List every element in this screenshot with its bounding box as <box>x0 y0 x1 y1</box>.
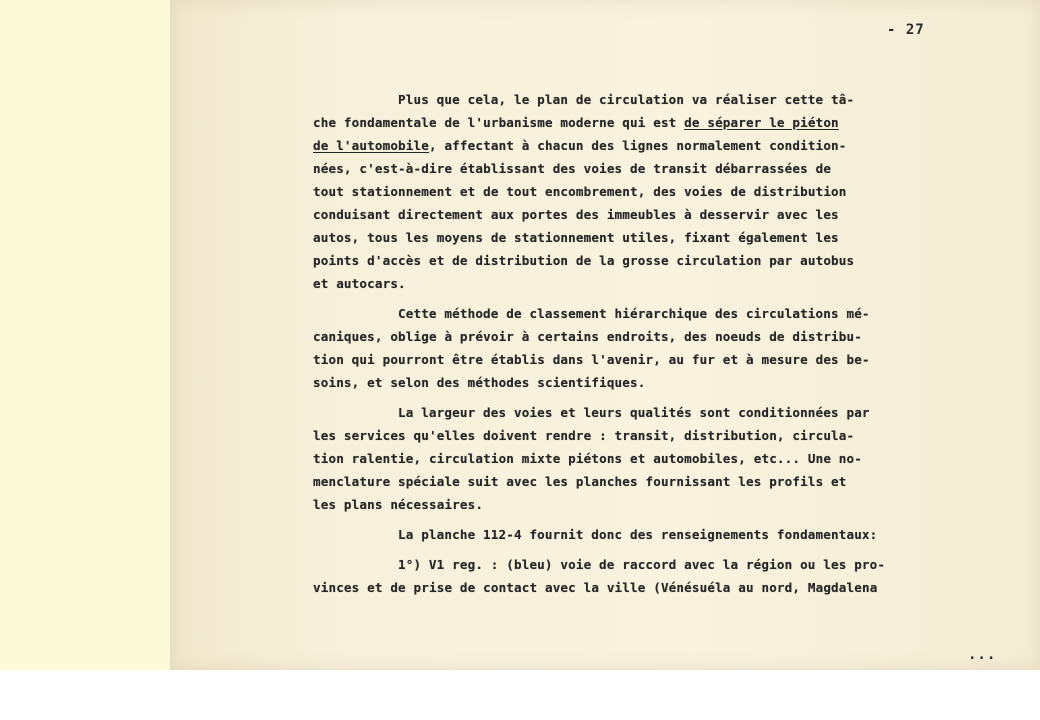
text-line <box>313 580 877 596</box>
text-segment: tout stationnement et de tout encombrement, des voies de distribution <box>313 184 847 199</box>
text-segment: points d'accès et de distribution de la grosse circulation par autobus <box>313 253 855 268</box>
text-segment: caniques, oblige à prévoir à certains endroits, des noeuds de distribu- <box>313 329 862 344</box>
text-line <box>313 428 854 444</box>
underlined-text: de séparer le piéton <box>684 115 839 130</box>
text-segment: vinces et de prise de contact avec la ville (Vénésuéla au nord, Magdalena <box>313 580 878 595</box>
text-segment: La planche 112-4 fournit donc des renseignements fondamentaux: <box>398 527 878 542</box>
text-line <box>398 527 877 543</box>
text-segment: che fondamentale de l'urbanisme moderne qui est <box>313 115 685 130</box>
text-line <box>398 306 870 322</box>
text-segment: et autocars. <box>313 276 406 291</box>
text-line <box>398 405 870 421</box>
text-line <box>313 161 831 177</box>
text-line <box>313 497 483 513</box>
text-line <box>398 557 885 573</box>
text-segment: 1°) V1 reg. : (bleu) voie de raccord avec la région ou les pro- <box>398 557 886 572</box>
text-segment: tion qui pourront être établis dans l'avenir, au fur et à mesure des be- <box>313 352 870 367</box>
text-line <box>313 375 645 391</box>
text-line <box>313 184 847 200</box>
text-segment: La largeur des voies et leurs qualités sont conditionnées par <box>398 405 870 420</box>
text-segment: conduisant directement aux portes des immeubles à desservir avec les <box>313 207 839 222</box>
text-line <box>313 138 847 154</box>
text-segment: Cette méthode de classement hiérarchique des circulations mé- <box>398 306 870 321</box>
continuation-mark: ... <box>968 647 997 663</box>
text-line <box>313 329 862 345</box>
text-line <box>313 207 839 223</box>
text-line <box>313 451 862 467</box>
text-line <box>398 92 854 108</box>
text-line <box>313 115 839 131</box>
text-segment: menclature spéciale suit avec les planches fournissant les profils et <box>313 474 847 489</box>
underlined-text: de l'automobile <box>313 138 429 153</box>
text-segment: nées, c'est-à-dire établissant des voies de transit débarrassées de <box>313 161 832 176</box>
bottom-strip <box>0 670 1040 720</box>
text-line <box>313 276 406 292</box>
text-line <box>313 474 847 490</box>
page-number: - 27 <box>887 22 925 38</box>
left-margin <box>0 0 170 670</box>
text-segment: les services qu'elles doivent rendre : transit, distribution, circula- <box>313 428 855 443</box>
text-segment: soins, et selon des méthodes scientifiques. <box>313 375 646 390</box>
text-segment: Plus que cela, le plan de circulation va réaliser cette tâ- <box>398 92 855 107</box>
text-segment: , affectant à chacun des lignes normalement condition- <box>428 138 847 153</box>
text-segment: les plans nécessaires. <box>313 497 484 512</box>
text-segment: tion ralentie, circulation mixte piétons et automobiles, etc... Une no- <box>313 451 862 466</box>
text-segment: autos, tous les moyens de stationnement utiles, fixant également les <box>313 230 839 245</box>
text-line <box>313 253 854 269</box>
text-line <box>313 352 870 368</box>
text-line <box>313 230 839 246</box>
